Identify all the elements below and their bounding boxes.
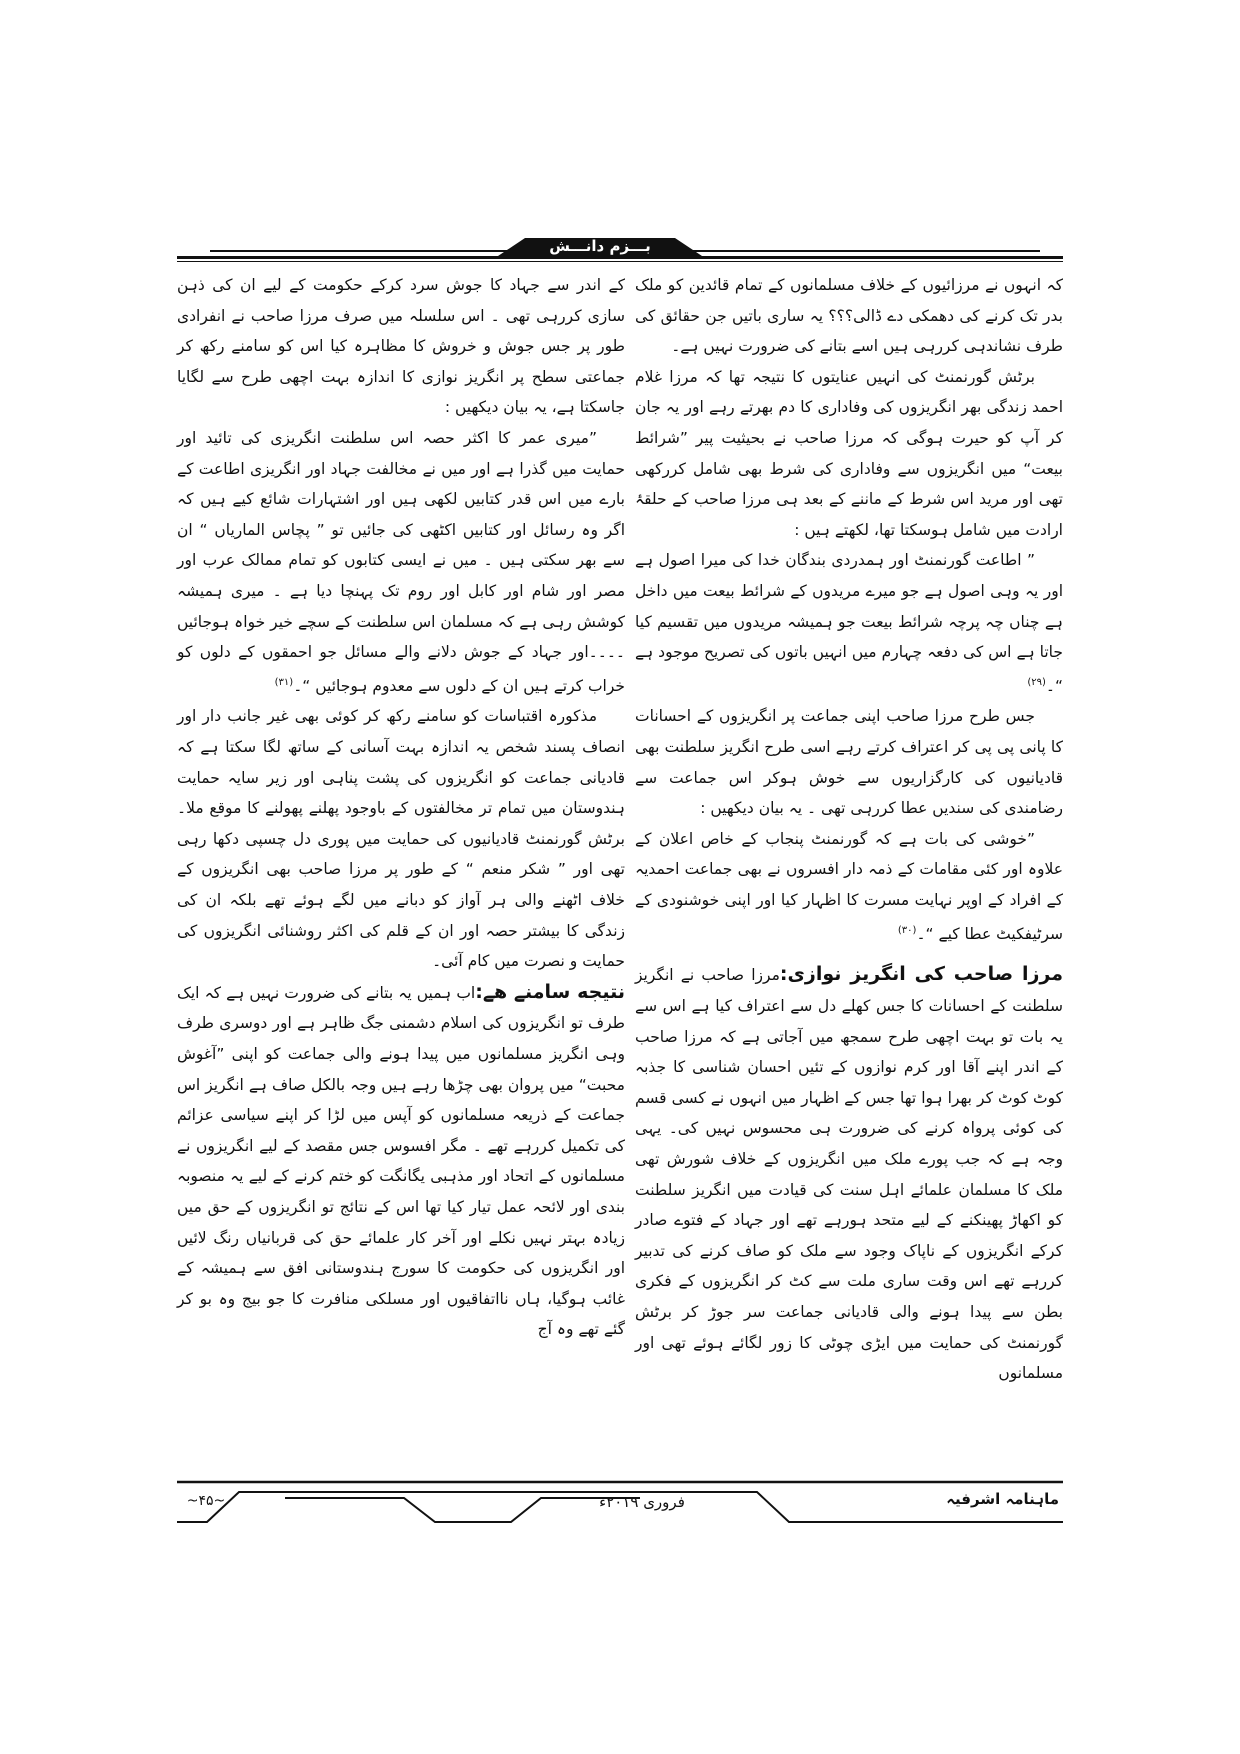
page-footer bbox=[177, 1480, 1063, 1524]
issue-date: فروری ۲۰۱۹ء bbox=[599, 1493, 685, 1511]
quote-paragraph bbox=[635, 545, 1063, 701]
magazine-name: ماہنامہ اشرفیہ bbox=[946, 1490, 1059, 1508]
paragraph-text: مذکورہ اقتباسات کو سامنے رکھ کر کوئی بھی غیر جانب دار اور انصاف پسند شخص یہ اندازہ بہت آسانی کے ساتھ لگا سکتا ہے کہ قادیانی جماعت کو انگریزوں کی پشت پناہی اور زیر سایہ حمایت ہندوستان میں تمام تر مخالفتوں کے باوجود پھلنے پھولنے کا موقع ملا۔ برٹش گورنمنٹ قادیانیوں کی حمایت میں پوری دل چسپی دکھا رہی تھی اور ” شکر منعم “ کے طور پر مرزا صاحب بھی انگریزوں کے خلاف اٹھنے والی ہر آواز کو دبانے میں لگے ہوئے تھے بلکہ ان کی زندگی کا بیشتر حصہ اور ان کے قلم کی اکثر روشنائی انگریزوں کی حمایت و نصرت میں کام آئی۔ bbox=[177, 707, 625, 971]
page-number: ~۴۵~ bbox=[186, 1493, 226, 1509]
footnote-ref: (۳۱) bbox=[274, 676, 294, 688]
footnote-ref: (۳۰) bbox=[897, 924, 917, 936]
paragraph-text: ”خوشی کی بات ہے کہ گورنمنٹ پنجاب کے خاص اعلان کے علاوہ اور کئی مقامات کے ذمہ دار افسروں نے بھی جماعت احمدیہ کے افراد کے اوپر نہایت مسرت کا اظہار کیا اور اپنی خوشنودی کے سرٹیفکیٹ عطا کیے “۔ bbox=[635, 829, 1063, 943]
section-header bbox=[177, 236, 1063, 266]
paragraph bbox=[635, 362, 1063, 546]
paragraph bbox=[177, 270, 625, 423]
section-title-tab bbox=[495, 236, 705, 260]
subheading: نتیجه سامنے ھے: bbox=[475, 980, 625, 1003]
subheading: مرزا صاحب کی انگریز نوازی: bbox=[779, 963, 1064, 986]
paragraph-text: کہ انہوں نے مرزائیوں کے خلاف مسلمانوں کے تمام قائدین کو ملک بدر تک کرنے کی دھمکی دے ڈالی؟؟؟ یہ ساری باتیں جن حقائق کی طرف نشاندہی کررہی ہیں اسے بتانے کی ضرورت نہیں ہے۔ bbox=[635, 276, 1063, 356]
paragraph-text: ” اطاعت گورنمنٹ اور ہمدردی بندگان خدا کی میرا اصول ہے اور یہ وہی اصول ہے جو میرے مریدوں کے شرائط بیعت میں داخل ہے چناں چہ پرچہ شرائط بیعت جو ہمیشہ مریدوں میں تقسیم کیا جاتا ہے اس کی دفعہ چہارم میں انہیں باتوں کی تصریح موجود ہے “۔ bbox=[635, 551, 1063, 695]
paragraph-text: جس طرح مرزا صاحب اپنی جماعت پر انگریزوں کے احسانات کا پانی پی پی کر اعتراف کرتے رہے اسی طرح انگریز سلطنت بھی قادیانیوں کی کارگزاریوں سے خوش ہوکر اس جماعت سے رضامندی کی سندیں عطا کررہی تھی ۔ یہ بیان دیکھیں : bbox=[635, 707, 1063, 818]
section-paragraph bbox=[177, 977, 625, 1345]
paragraph-text: برٹش گورنمنٹ کی انہیں عنایتوں کا نتیجہ تھا کہ مرزا غلام احمد زندگی بھر انگریزوں کی وفاداری کا دم بھرتے رہے اور یہ جان کر آپ کو حیرت ہوگی کہ مرزا صاحب نے بحیثیت پیر ”شرائط بیعت“ میں انگریزوں سے وفاداری کی شرط بھی شامل کررکھی تھی اور مرید اس شرط کے ماننے کے بعد ہی مرزا صاحب کے حلقۂ ارادت میں شامل ہوسکتا تھا، لکھتے ہیں : bbox=[635, 367, 1063, 539]
paragraph-text: اب ہمیں یہ بتانے کی ضرورت نہیں ہے کہ ایک طرف تو انگریزوں کی اسلام دشمنی جگ ظاہر ہے اور دوسری طرف وہی انگریز مسلمانوں میں پیدا ہونے والی جماعت کو اپنی ”آغوش محبت“ میں پروان بھی چڑھا رہے ہیں وجہ بالکل صاف ہے انگریز اس جماعت کے ذریعہ مسلمانوں کو آپس میں لڑا کر اپنے سیاسی عزائم کی تکمیل کررہے تھے ۔ مگر افسوس جس مقصد کے لیے انگریزوں نے مسلمانوں کے اتحاد اور مذہبی یگانگت کو ختم کرنے کے لیے یہ منصوبہ بندی اور لائحہ عمل تیار کیا تھا اس کے نتائج تو انگریزوں کے حق میں زیادہ بہتر نہیں نکلے اور آخر کار علمائے حق کی قربانیاں رنگ لائیں اور انگریزوں کی حکومت کا سورج ہندوستانی افق سے ہمیشہ کے غائب ہوگیا، ہاں نااتفاقیوں اور مسلکی منافرت کا جو بیج وہ بو کر گئے تھے وہ آج bbox=[177, 983, 625, 1339]
paragraph-text: کے اندر سے جہاد کا جوش سرد کرکے حکومت کے لیے ان کی ذہن سازی کررہی تھی ۔ اس سلسلہ میں صرف مرزا صاحب نے انفرادی طور پر جس جوش و خروش کا مظاہرہ کیا اس کو سامنے رکھ کر جماعتی سطح پر انگریز نوازی کا اندازہ بہت اچھی طرح سے لگایا جاسکتا ہے، یہ بیان دیکھیں : bbox=[177, 276, 625, 417]
paragraph bbox=[635, 270, 1063, 362]
footnote-ref: (۲۹) bbox=[1027, 676, 1046, 688]
quote-paragraph bbox=[635, 824, 1063, 950]
section-title: بـــزم دانـــش bbox=[549, 237, 651, 255]
left-column bbox=[177, 270, 625, 1345]
section-paragraph bbox=[635, 959, 1063, 1388]
paragraph-text: مرزا صاحب نے انگریز سلطنت کے احسانات کا جس کھلے دل سے اعتراف کیا ہے اس سے یہ بات تو بہت اچھی طرح سمجھ میں آجاتی ہے کہ مرزا صاحب کے اندر اپنے آقا اور کرم نوازوں کے تئیں احسان شناسی کا جذبہ کوٹ کوٹ کر بھرا ہوا تھا جس کے اظہار میں انہوں نے کسی قسم کی کوئی پرواہ کرنے کی ضرورت ہی محسوس نہیں کی۔ یہی وجہ ہے کہ جب پورے ملک میں انگریزوں کے خلاف شورش تھی ملک کا مسلمان علمائے اہل سنت کی قیادت میں انگریز سلطنت کو اکھاڑ پھینکنے کے لیے متحد ہورہے تھے اور جہاد کے فتوے صادر کرکے انگریزوں کے ناپاک وجود سے ملک کو صاف کرنے کی تدبیر کررہے تھے اس وقت ساری ملت سے کٹ کر انگریزوں کے فکری بطن سے پیدا ہونے والی قادیانی جماعت سر جوڑ کر برٹش گورنمنٹ کی حمایت میں ایڑی چوٹی کا زور لگائے ہوئے تھی اور مسلمانوں bbox=[635, 966, 1063, 1383]
quote-paragraph bbox=[177, 423, 625, 702]
paragraph bbox=[635, 701, 1063, 823]
paragraph bbox=[177, 701, 625, 976]
article-body bbox=[177, 270, 1063, 1470]
right-column bbox=[635, 270, 1063, 1389]
header-rule-bottom-thin bbox=[177, 261, 1063, 262]
paragraph-text: ”میری عمر کا اکثر حصہ اس سلطنت انگریزی کی تائید اور حمایت میں گذرا ہے اور میں نے مخالفت جہاد اور انگریزی اطاعت کے بارے میں اس قدر کتابیں لکھی ہیں اور اشتہارات شائع کیے ہیں کہ اگر وہ رسائل اور کتابیں اکٹھی کی جائیں تو ” پچاس الماریاں “ ان سے بھر سکتی ہیں ۔ میں نے ایسی کتابوں کو تمام ممالک عرب اور مصر اور شام اور کابل اور روم تک پہنچا دیا ہے ۔ میری ہمیشہ کوشش رہی ہے کہ مسلمان اس سلطنت کے سچے خیر خواہ ہوجائیں ۔۔۔۔اور جہاد کے جوش دلانے والے مسائل جو احمقوں کے دلوں کو خراب کرتے ہیں ان کے دلوں سے معدوم ہوجائیں “۔ bbox=[177, 428, 625, 695]
